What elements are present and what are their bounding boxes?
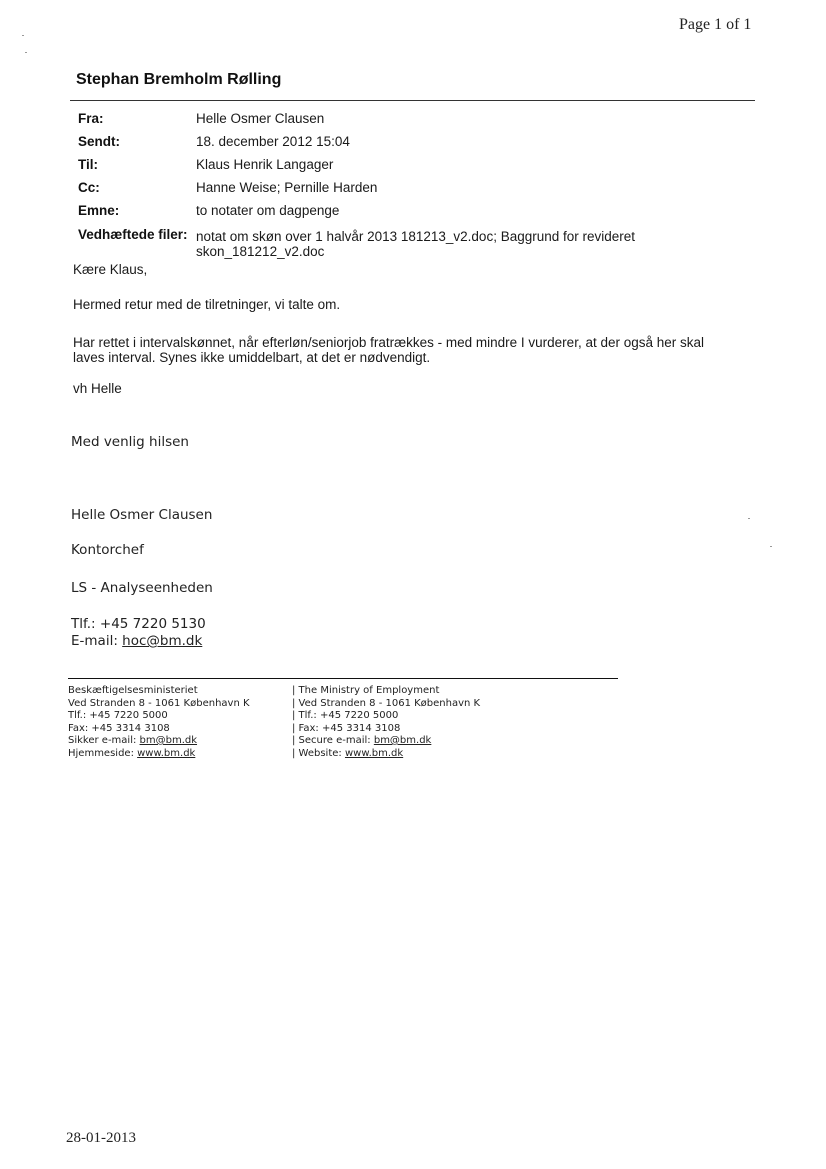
footer-right-line-6 [292, 748, 480, 761]
footer-left-line-5 [68, 735, 250, 748]
scan-speck [770, 546, 772, 547]
attachments-label: Vedhæftede filer: [78, 227, 188, 242]
footer-right-website-label: | Website: [292, 747, 345, 759]
body-paragraph-2 [73, 335, 743, 365]
sent-value: 18. december 2012 15:04 [196, 134, 350, 149]
signature-email [71, 633, 202, 649]
scan-speck [748, 518, 750, 519]
signature-department: LS - Analyseenheden [71, 580, 213, 596]
footer-left-website-label: Hjemmeside: [68, 747, 138, 759]
subject-value: to notater om dagpenge [196, 203, 340, 218]
footer-right-line-4: | Fax: +45 3314 3108 [292, 722, 401, 734]
cc-value: Hanne Weise; Pernille Harden [196, 180, 378, 195]
greeting: Kære Klaus, [73, 262, 148, 277]
signature-phone: Tlf.: +45 7220 5130 [71, 616, 206, 632]
footer-right-secure-email-label: | Secure e-mail: [292, 735, 374, 746]
scan-speck [22, 35, 24, 36]
footer-left-line-3: Tlf.: +45 7220 5000 [68, 710, 168, 721]
cc-label: Cc: [78, 180, 100, 195]
footer-right-line-1: | The Ministry of Employment [292, 685, 440, 696]
footer-right-line-3: | Tlf.: +45 7220 5000 [292, 710, 399, 721]
footer-left-secure-email-link[interactable]: bm@bm.dk [139, 735, 198, 746]
attachments-line-2: skon_181212_v2.doc [196, 244, 325, 259]
subject-label: Emne: [78, 203, 120, 218]
to-label: Til: [78, 157, 98, 172]
footer-left-line-2: Ved Stranden 8 - 1061 København K [68, 697, 250, 709]
closing: vh Helle [73, 381, 122, 396]
signature-name: Helle Osmer Clausen [71, 507, 213, 523]
footer-right-secure-email-link[interactable]: bm@bm.dk [373, 735, 432, 746]
to-value: Klaus Henrik Langager [196, 157, 334, 172]
signature-email-prefix: E-mail: [71, 633, 123, 649]
signature-title: Kontorchef [71, 542, 144, 558]
from-label: Fra: [78, 111, 104, 126]
body-paragraph-2-line-2: laves interval. Synes ikke umiddelbart, at det er nødvendigt. [73, 350, 431, 365]
body-paragraph-2-line-1: Har rettet i intervalskønnet, når efterløn/seniorjob fratrækkes - med mindre I vurderer, at der også her skal [73, 335, 705, 350]
scan-speck [25, 52, 27, 53]
footer-english [292, 685, 480, 760]
attachments-line-1: notat om skøn over 1 halvår 2013 181213_v2.doc; Baggrund for revideret [196, 229, 636, 244]
sent-label: Sendt: [78, 134, 120, 149]
signature-email-link[interactable]: hoc@bm.dk [122, 633, 203, 649]
footer-left-website-link[interactable]: www.bm.dk [137, 747, 196, 759]
page-number: Page 1 of 1 [679, 16, 752, 33]
footer-danish [68, 685, 250, 760]
header-divider [70, 100, 755, 101]
footer-left-line-4: Fax: +45 3314 3108 [68, 722, 170, 734]
footer-left-line-1: Beskæftigelsesministeriet [68, 685, 198, 696]
attachments-value [196, 229, 716, 259]
mailbox-owner-name: Stephan Bremholm Rølling [76, 71, 282, 88]
footer-left-line-6 [68, 748, 250, 761]
from-value: Helle Osmer Clausen [196, 111, 325, 126]
print-date: 28-01-2013 [66, 1130, 136, 1146]
footer-divider [68, 678, 618, 679]
footer-right-line-2: | Ved Stranden 8 - 1061 København K [292, 697, 481, 709]
footer-right-line-5 [292, 735, 480, 748]
signature-regards: Med venlig hilsen [71, 434, 189, 450]
body-paragraph-1: Hermed retur med de tilretninger, vi talte om. [73, 297, 341, 312]
footer-right-website-link[interactable]: www.bm.dk [344, 747, 404, 759]
footer-left-secure-email-label: Sikker e-mail: [68, 735, 140, 746]
